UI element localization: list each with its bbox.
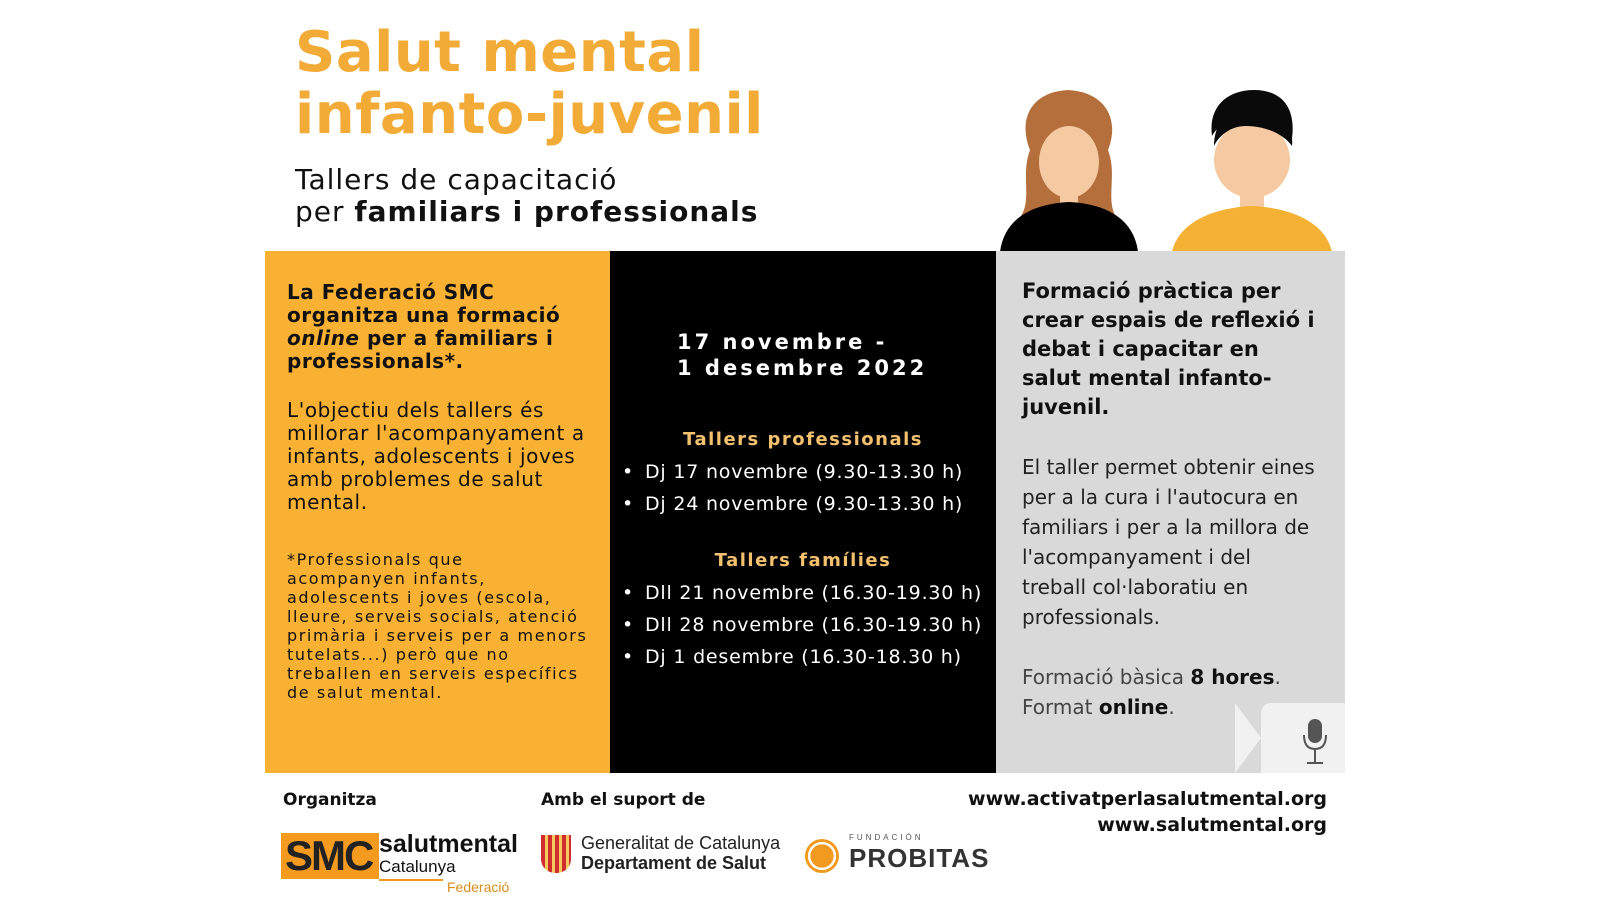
department-name: Departament de Salut (581, 853, 767, 873)
people-illustration (1000, 80, 1345, 252)
left-lead-online: online (287, 326, 360, 350)
probitas-logo (805, 831, 990, 881)
left-lead-line-3 (287, 327, 588, 350)
title-line-1: Salut mental (295, 20, 705, 85)
organitza-label: Organitza (283, 790, 377, 810)
right-body: El taller permet obtenir eines per a la cura i l'autocura en familiars i per a la millora de l'acompanyament i del treball col·laboratiu en professionals. (1022, 455, 1315, 629)
generalitat-logo (541, 833, 791, 883)
websites (968, 786, 1327, 838)
date-range-line-2: 1 desembre 2022 (677, 356, 928, 380)
subtitle (295, 164, 758, 228)
left-lead (287, 281, 588, 373)
probitas-name: PROBITAS (849, 843, 990, 873)
microphone-icon (1261, 703, 1345, 773)
duration-prefix: Formació bàsica (1022, 665, 1191, 689)
footer (265, 773, 1345, 900)
format-prefix: Format (1022, 695, 1099, 719)
right-lead: Formació pràctica per crear espais de reflexió i debat i capacitar en salut mental infanto-juvenil. (1022, 279, 1315, 419)
smc-mark: SMC (281, 833, 379, 879)
left-lead-line-2: organitza una formació (287, 303, 561, 327)
list-item: • Dj 24 novembre (9.30-13.30 h) (622, 488, 996, 520)
website-link-1[interactable]: www.activatperlasalutmental.org (968, 788, 1327, 810)
subtitle-bold: familiars i professionals (354, 195, 759, 228)
left-footnote: *Professionals que acompanyen infants, adolescents i joves (escola, lleure, serveis socials, atenció primària i serveis per a menors tutelats...) però que no treballen en serveis específics de salut mental. (287, 550, 588, 702)
list-item: • Dj 1 desembre (16.30-18.30 h) (622, 641, 996, 673)
professionals-list (610, 456, 996, 520)
left-lead-line-4: professionals*. (287, 349, 464, 373)
right-panel (996, 251, 1345, 773)
date-range (677, 329, 996, 381)
sun-icon (805, 839, 839, 873)
smc-name-bold: salutmental (379, 830, 518, 858)
poster (265, 0, 1345, 900)
duration-suffix: . (1274, 665, 1281, 689)
subtitle-line-1: Tallers de capacitació (295, 163, 618, 196)
support-label: Amb el suport de (541, 790, 706, 810)
duration-value: 8 hores (1190, 665, 1275, 689)
duration-line (1022, 662, 1321, 692)
list-item: • Dj 17 novembre (9.30-13.30 h) (622, 456, 996, 488)
generalitat-name: Generalitat de Catalunya (581, 833, 781, 853)
senyera-icon (541, 835, 571, 873)
smc-region: Catalunya (379, 857, 456, 876)
left-lead-line-3-rest: per a familiars i (359, 326, 554, 350)
families-list (610, 577, 996, 673)
title-line-2: infanto-juvenil (295, 82, 764, 147)
smc-logo (281, 825, 518, 895)
list-item: • Dll 28 novembre (16.30-19.30 h) (622, 609, 996, 641)
professionals-title: Tallers professionals (683, 429, 923, 450)
format-suffix: . (1168, 695, 1175, 719)
families-title: Tallers famílies (714, 550, 892, 571)
left-body: L'objectiu dels tallers és millorar l'acompanyament a infants, adolescents i joves amb problemes de salut mental. (287, 398, 585, 514)
smc-underline (379, 879, 443, 881)
date-range-line-1: 17 novembre - (677, 330, 888, 354)
smc-federacio: Federació (447, 879, 510, 895)
subtitle-line-2 (295, 196, 758, 228)
subtitle-prefix: per (295, 195, 345, 228)
list-item: • Dll 21 novembre (16.30-19.30 h) (622, 577, 996, 609)
woman-avatar-icon (1000, 90, 1138, 252)
website-link-2[interactable]: www.salutmental.org (1097, 814, 1327, 836)
left-lead-line-1: La Federació SMC (287, 280, 495, 304)
play-icon (1235, 703, 1261, 773)
microphone-button[interactable] (1261, 703, 1345, 773)
middle-panel (610, 251, 996, 773)
format-value: online (1098, 695, 1169, 719)
smc-name (379, 831, 518, 857)
page-title (295, 22, 764, 146)
probitas-fundacion: FUNDACIÓN (849, 833, 924, 842)
left-panel (265, 251, 610, 773)
man-avatar-icon (1172, 90, 1332, 252)
